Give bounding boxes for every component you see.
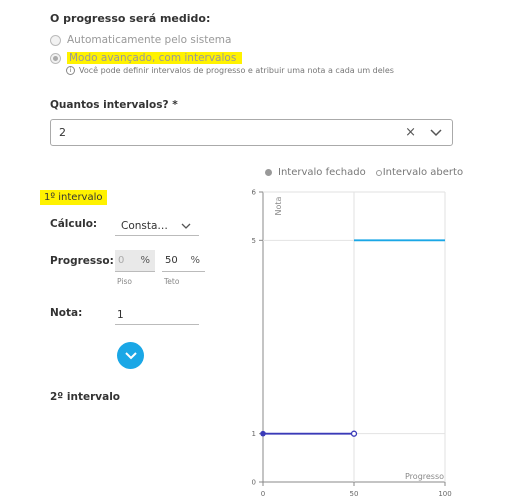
calc-select[interactable] xyxy=(115,216,199,236)
radio-advanced-label: Modo avançado, com intervalos xyxy=(67,52,242,64)
legend xyxy=(265,167,463,178)
floor-input[interactable] xyxy=(115,250,155,272)
grade-chart xyxy=(250,180,465,503)
x-axis-label: Progresso xyxy=(405,472,445,481)
radio-selected-icon[interactable] xyxy=(50,53,61,64)
radio-automatic[interactable] xyxy=(50,34,231,46)
x-tick-label: 100 xyxy=(438,490,452,498)
grade-label: Nota: xyxy=(50,307,83,319)
x-tick-label: 0 xyxy=(260,490,266,498)
radio-advanced[interactable] xyxy=(50,52,242,64)
radio-automatic-label: Automaticamente pelo sistema xyxy=(67,34,232,46)
y-tick-label: 6 xyxy=(251,188,256,197)
floor-value: 0 xyxy=(118,255,125,266)
calc-value: Consta… xyxy=(121,219,168,232)
grade-input[interactable] xyxy=(115,305,199,325)
y-tick-label: 1 xyxy=(251,430,256,439)
advanced-hint xyxy=(66,66,394,75)
legend-closed: Intervalo fechado xyxy=(278,167,366,178)
progress-label: Progresso: xyxy=(50,255,114,267)
grade-value: 1 xyxy=(117,308,124,321)
progress-question: O progresso será medido: xyxy=(50,12,211,25)
intervals-select[interactable] xyxy=(50,119,453,146)
interval2-title: 2º intervalo xyxy=(50,391,121,403)
chevron-down-icon[interactable] xyxy=(181,223,191,229)
y-tick-label: 5 xyxy=(251,236,256,245)
info-icon: i xyxy=(66,66,75,75)
calc-label: Cálculo: xyxy=(50,218,98,230)
chevron-down-icon xyxy=(125,352,137,360)
ceiling-caption: Teto xyxy=(164,277,180,286)
chevron-down-icon[interactable] xyxy=(430,129,442,137)
open-point-marker xyxy=(352,431,357,436)
ceiling-input[interactable] xyxy=(162,250,205,272)
y-tick-label: 0 xyxy=(251,478,256,487)
ceiling-value: 50 xyxy=(165,255,178,266)
open-dot-icon xyxy=(376,170,382,176)
legend-open: Intervalo aberto xyxy=(382,167,464,178)
y-axis-label: Nota xyxy=(274,196,283,216)
ceiling-unit: % xyxy=(190,255,200,266)
x-tick-label: 50 xyxy=(349,490,359,498)
floor-caption: Piso xyxy=(117,277,132,286)
closed-point-marker xyxy=(260,431,266,437)
expand-button[interactable] xyxy=(117,342,144,369)
clear-icon[interactable]: × xyxy=(405,125,416,140)
floor-unit: % xyxy=(140,255,150,266)
interval1-title: 1º intervalo xyxy=(40,190,107,205)
intervals-value: 2 xyxy=(59,126,66,139)
radio-circle-icon[interactable] xyxy=(50,35,61,46)
closed-dot-icon xyxy=(265,169,272,176)
advanced-hint-text: Você pode definir intervalos de progresso e atribuir uma nota a cada um deles xyxy=(79,66,394,75)
intervals-label: Quantos intervalos? * xyxy=(50,99,178,111)
